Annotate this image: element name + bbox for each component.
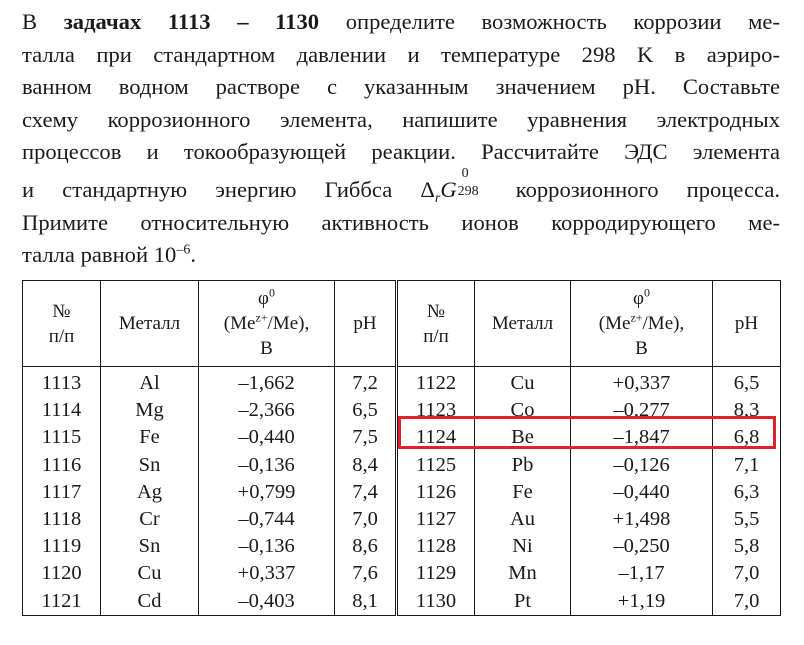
text-fragment: В [22,9,64,34]
cell-number: 1114 [23,397,101,424]
cell-potential: –1,17 [571,560,713,587]
cell-metal: Sn [101,533,199,560]
paragraph-line [22,165,780,207]
paragraph-line: схему коррозионного элемента, напишите уравнения электродных [22,106,780,132]
cell-ph: 5,8 [713,533,781,560]
cell-potential: –2,366 [199,397,335,424]
cell-metal: Co [475,397,571,424]
cell-potential: –0,440 [199,424,335,451]
cell-metal: Cr [101,506,199,533]
cell-metal: Sn [101,452,199,479]
cell-number: 1123 [397,397,475,424]
cell-potential: –1,662 [199,367,335,398]
cell-number: 1119 [23,533,101,560]
cell-metal: Cd [101,588,199,616]
paragraph-line [22,6,780,39]
cell-potential: –0,403 [199,588,335,616]
cell-metal: Mn [475,560,571,587]
header-potential: $\varphi^0$ $(Me^{z+}/Me)$, В [199,281,335,367]
header-ph: pH [335,281,397,367]
header-metal: Металл [475,281,571,367]
cell-potential: –0,277 [571,397,713,424]
table-row [23,506,781,533]
cell-ph: 8,6 [335,533,397,560]
cell-ph: 6,5 [335,397,397,424]
text-fragment: . [190,242,196,268]
cell-metal: Mg [101,397,199,424]
cell-number: 1124 [397,424,475,451]
cell-number: 1113 [23,367,101,398]
header-number: № п/п [397,281,475,367]
table-header-row [23,281,781,367]
table-row-highlighted [23,424,781,451]
cell-number: 1130 [397,588,475,616]
cell-ph: 6,3 [713,479,781,506]
cell-ph: 6,8 [713,424,781,451]
delta-symbol: Δ [420,176,435,202]
cell-ph: 7,1 [713,452,781,479]
cell-number: 1128 [397,533,475,560]
cell-number: 1125 [397,452,475,479]
cell-metal: Ag [101,479,199,506]
paragraph-line: Примите относительную активность ионов корродирующего ме- [22,209,780,235]
text-fragment: талла равной 10 [22,242,177,268]
cell-potential: +0,799 [199,479,335,506]
cell-potential: +1,498 [571,506,713,533]
cell-number: 1120 [23,560,101,587]
cell-ph: 7,6 [335,560,397,587]
cell-number: 1118 [23,506,101,533]
cell-metal: Fe [101,424,199,451]
cell-metal: Cu [475,367,571,398]
text-fragment: коррозионного процесса. [487,176,780,202]
paragraph-line: процессов и токообразующей реакции. Рассчитайте ЭДС элемента [22,139,780,165]
reaction-subscript: r [434,190,441,206]
cell-potential: –0,250 [571,533,713,560]
cell-number: 1121 [23,588,101,616]
header-ph: pH [713,281,781,367]
gibbs-symbol: G [440,176,457,202]
text-fragment: и стандартную энергию Гиббса [22,176,421,202]
cell-ph: 7,0 [713,588,781,616]
cell-ph: 7,0 [335,506,397,533]
cell-ph: 7,5 [335,424,397,451]
cell-potential: +0,337 [571,367,713,398]
table-row [23,479,781,506]
cell-ph: 8,1 [335,588,397,616]
exponent: –6 [176,242,191,258]
table-row [23,452,781,479]
cell-ph: 7,0 [713,560,781,587]
table-row [23,367,781,398]
cell-potential: –0,136 [199,452,335,479]
cell-ph: 6,5 [713,367,781,398]
gibbs-energy-formula [420,165,487,207]
cell-potential: –0,440 [571,479,713,506]
standard-superscript: 0 [461,165,469,181]
cell-number: 1116 [23,452,101,479]
table-row [23,588,781,616]
temperature-subscript: 298 [457,183,479,199]
header-potential: $\varphi^0$ $(Me^{z+}/Me)$, В [571,281,713,367]
cell-potential: –1,847 [571,424,713,451]
cell-metal: Ni [475,533,571,560]
cell-number: 1127 [397,506,475,533]
task-paragraph [22,6,780,272]
header-number: № п/п [23,281,101,367]
cell-number: 1126 [397,479,475,506]
cell-potential: –0,136 [199,533,335,560]
cell-ph: 8,4 [335,452,397,479]
cell-number: 1117 [23,479,101,506]
table-row [23,397,781,424]
table-row [23,560,781,587]
cell-ph: 7,4 [335,479,397,506]
cell-potential: –0,744 [199,506,335,533]
cell-metal: Be [475,424,571,451]
formula-indices [457,165,488,203]
cell-metal: Fe [475,479,571,506]
cell-ph: 5,5 [713,506,781,533]
cell-number: 1122 [397,367,475,398]
cell-potential: –0,126 [571,452,713,479]
cell-ph: 8,3 [713,397,781,424]
cell-metal: Pt [475,588,571,616]
cell-potential: +0,337 [199,560,335,587]
text-fragment: определите возможность коррозии ме- [319,9,780,34]
corrosion-data-table [22,280,781,616]
table-row [23,533,781,560]
header-metal: Металл [101,281,199,367]
cell-ph: 7,2 [335,367,397,398]
cell-potential: +1,19 [571,588,713,616]
cell-metal: Au [475,506,571,533]
cell-metal: Al [101,367,199,398]
task-range-bold: задачах 1113 – 1130 [63,9,320,34]
paragraph-line [22,239,780,272]
cell-number: 1129 [397,560,475,587]
cell-metal: Cu [101,560,199,587]
paragraph-line: ванном водном растворе с указанным значением pH. Составьте [22,74,780,100]
cell-number: 1115 [23,424,101,451]
cell-metal: Pb [475,452,571,479]
paragraph-line: талла при стандартном давлении и температуре 298 K в аэриро- [22,41,780,67]
